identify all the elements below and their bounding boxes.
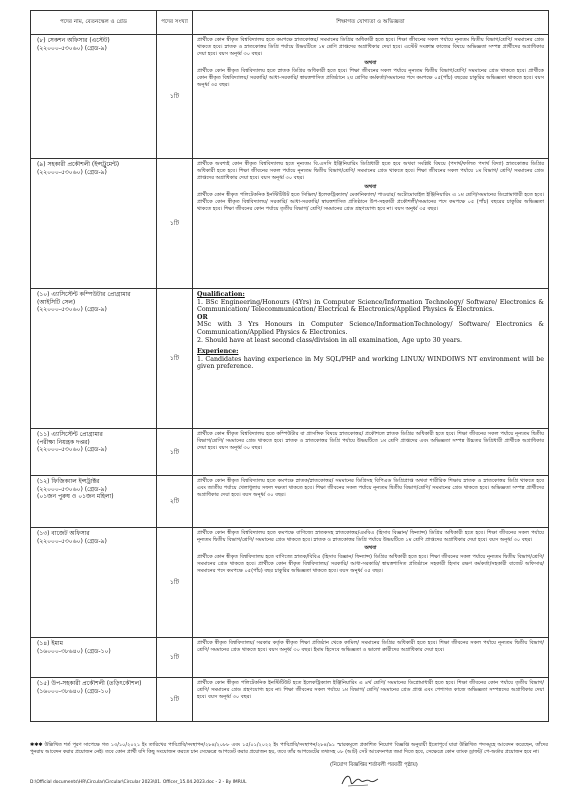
- table-row: [31, 678, 549, 722]
- table-row: [31, 528, 549, 638]
- or-label: অথবা: [364, 59, 377, 66]
- header-post-name: পদের নাম, বেতনস্কেল ও গ্রেড: [31, 11, 157, 35]
- post-title: (১১) এ্যাসিস্টেন্ট প্রোগ্রামার: [37, 431, 103, 438]
- or-label: অথবা: [364, 183, 377, 190]
- continued-note: (নিয়োগ বিজ্ঞপ্তির শর্তাবলী পরবর্তী পৃষ্ঠায়): [330, 762, 418, 768]
- post-count: ১টি: [157, 528, 193, 638]
- header-qualification: শিক্ষাগত যোগ্যতা ও অভিজ্ঞতা: [193, 11, 549, 35]
- table-row: [31, 638, 549, 678]
- post-scale: (২২০০০-৫৩০৬০) (গ্রেড-৯): [37, 44, 107, 52]
- post-vacancy-note: (০১জন পুরুষ ও ০১জন মহিলা): [37, 493, 114, 501]
- table-row: [31, 159, 549, 289]
- post-cell: [31, 678, 157, 722]
- qualification-cell: [193, 638, 549, 678]
- experience-text: 1. Candidates having experience in My SQL/PHP and working LINUX/ WINDOIWS NT environment will be given preference.: [197, 355, 544, 371]
- post-scale: (১৬০০০-৩৮৬৪০) (গ্রেড-১০): [37, 687, 111, 695]
- qualification-text: 1. BSc Engineering/Honours (4Yrs) in Computer Science/Information Technology/ Software/ Electronics & Communication/ Telecommunication/ Electrical & Electronics/Applied Physics & Electronics.: [197, 298, 544, 314]
- post-cell: [31, 476, 157, 528]
- or-label: অথবা: [364, 545, 377, 552]
- qualification-text: প্রার্থীকে অবশ্যই কোন স্বীকৃত বিশ্ববিদ্যালয় হতে নূন্যতম বি.এসসি ইঞ্জিনিয়ারিং ডিগ্রিধারী হতে হবে অথবা সংশ্লিষ্ট বিষয়ে (পদার্থ/ফলিত পদার্থ বিদ্যা) স্নাতকোত্তর ডিগ্রির অধিকারী হতে হবে। শিক্ষা জীবনের সকল পর্যায়ে নূন্যতম দ্বিতীয় বিভাগ/শ্রেণি/ সমমানের গ্রেড থাকতে হবে। শিক্ষা জীবনের সকল পর্যায়ে ১ম বিভাগ/ শ্রেণি/ সমমানের গ্রেড প্রাপ্তদের অগ্রাধিকার দেয়া হবে। বয়স অনূর্ধ্ব ৩০ বছর।: [197, 161, 544, 182]
- footnote: ✱✱✱ উল্লিখিত শর্ত পূরণ সাপেক্ষে গত ১৩/১০/২০২১ ইং তারিখের পাবিপ্রবি/সংস্থাপন/২৮৪/২০৮৮ এবং ১৫/০১/২০২২ ইং পাবিপ্রবি/সংস্থাপন/২৮৪/৯১ স্মারকমূলে প্রকাশিত নিয়োগ বিজ্ঞপ্তি অনুযায়ী ইতোপূর্বে যারা উল্লিখিত পদসমূহে আবেদন করেছেন, তাঁদের পুনরায় আবেদন করার প্রয়োজন নেই। তবে কোন প্রার্থী যদি কিছু সংযোজন করতে চান সেক্ষেত্রে আপডেট করার প্রয়োজন হয়, তবে তাঁর আপডেটের তথ্যসহ ০৮ (আট) সেট আবেদনপত্র জমা দিতে হবে, সেক্ষেত্রে কোন ব্যাংক ড্রাফট/ পে-অর্ডার প্রয়োজন হবে না।: [30, 742, 548, 755]
- post-count: ১টি: [157, 289, 193, 429]
- post-title: (৯) সহকারী প্রকৌশলী (ইন্সট্রুমেন্ট): [37, 161, 120, 168]
- qualification-cell: [193, 429, 549, 476]
- post-cell: [31, 429, 157, 476]
- qualification-cell: [193, 528, 549, 638]
- post-cell: [31, 159, 157, 289]
- qualification-text: প্রার্থীকে কোন স্বীকৃত বিশ্ববিদ্যালয় হতে স্নাতক ডিগ্রির অধিকারী হতে হবে। শিক্ষা জীবনের সকল পর্যায়ে নূন্যতম দ্বিতীয় বিভাগ/শ্রেণি/ সমমানের গ্রেড থাকতে হবে। প্রার্থীকে কোন স্বীকৃত বিশ্ববিদ্যালয়/ সরকারি/ আধা-সরকারি/ স্বায়ত্তশাসিত প্রতিষ্ঠানে ২য় শ্রেণির কর্মকর্তা/সমমানের পদে কমপক্ষে ০৫(পাঁচ) বছরের চাকুরির অভিজ্ঞতা থাকতে হবে। বয়স অনূর্ধ্ব ৩৫ বছর।: [197, 67, 544, 89]
- post-scale: (২২০০০-৫৩০৬০) (গ্রেড-৯): [37, 446, 107, 454]
- or-label: OR: [197, 313, 208, 321]
- post-title: (১৫) উপ-সহকারী প্রকৌশলী (তড়িৎকৌশল): [37, 680, 142, 687]
- qualification-text: প্রার্থীকে কোন স্বীকৃত বিশ্ববিদ্যালয় হতে কম্পিউটার বা প্রাসঙ্গিক বিষয়ে স্নাতকোত্তর/ প্রকৌশলে স্নাতক ডিগ্রির অধিকারী হতে হবে। শিক্ষা জীবনের সকল পর্যায়ে নূন্যতম দ্বিতীয় বিভাগ/শ্রেণি/ সমমানের গ্রেড থাকতে হবে। স্নাতক ও স্নাতকোত্তর ডিগ্রি পর্যায়ে উভয়টিতে ১ম শ্রেণি প্রাপ্তদের এবং অভিজ্ঞতা সম্পন্ন উচ্চতর ডিগ্রিধারী প্রার্থীকে অগ্রাধিকার দেয়া হবে। বয়স অনূর্ধ্ব ৩০ বছর।: [197, 431, 544, 452]
- file-path-footer: D:\Official documents\HR\Circular\Circular\Circular 2023\01. Officer_15.04.2023.doc - 2 - By IMRUL: [30, 780, 247, 785]
- table-header-row: [31, 11, 549, 35]
- post-scale: (২২০০০-৫৩০৬০) (গ্রেড-৯): [37, 537, 107, 545]
- table-row: [31, 289, 549, 429]
- post-cell: [31, 289, 157, 429]
- table-row: [31, 35, 549, 159]
- recruitment-table: [30, 10, 549, 722]
- post-title: (১২) ফিজিক্যাল ইন্সট্রাক্টর: [37, 478, 100, 485]
- post-cell: [31, 35, 157, 159]
- post-title: (১৪) ইমাম: [37, 640, 63, 647]
- post-count: ১টি: [157, 678, 193, 722]
- qualification-text: প্রার্থীকে কোন স্বীকৃত বিশ্ববিদ্যালয় হতে কমপক্ষে বাণিজ্যে স্নাতকসহ স্নাতকোত্তর/এমবিএ (হিসাব বিজ্ঞান/ ফিন্যান্স) ডিগ্রির অধিকারী হতে হবে। শিক্ষা জীবনের সকল পর্যায়ে নূন্যতম দ্বিতীয় বিভাগ/শ্রেণি/ সমমানের গ্রেড থাকতে হবে। স্নাতক ও স্নাতকোত্তর ডিগ্রি পর্যায়ে উভয়টিতে ১ম শ্রেণি প্রাপ্তদের অগ্রাধিকার দেয়া হবে। বয়স অনূর্ধ্ব ৩০ বছর।: [197, 530, 544, 544]
- table-row: [31, 429, 549, 476]
- post-scale: (১৬০০০-৩৮৬৪০) (গ্রেড-১০): [37, 647, 111, 655]
- post-count: ২টি: [157, 476, 193, 528]
- qualification-cell: [193, 289, 549, 429]
- qualification-text: প্রার্থীকে কোন স্বীকৃত পলিটেকনিক ইনস্টিটিউট হতে ইলেকট্রিক্যাল ইঞ্জিনিয়ারিং এ ৪র্থ শ্রেণি/ সমমানের ডিপ্লোমাধারী হতে হবে। শিক্ষা জীবনের কোন পর্যায়ে তৃতীয় বিভাগ/ শ্রেণি/ সমমানের গ্রেড গ্রহণযোগ্য হবে না। শিক্ষা জীবনের সকল পর্যায়ে ১ম বিভাগ/ শ্রেণি/ সমমানের গ্রেড প্রাপ্ত এবং পেশাগত কাজে অভিজ্ঞতা সম্পন্নদের অগ্রাধিকার দেয়া হবে। বয়স অনূর্ধ্ব ৩০ বছর।: [197, 680, 544, 701]
- post-cell: [31, 528, 157, 638]
- post-count: ১টি: [157, 429, 193, 476]
- post-unit: (আইসিটি সেল): [37, 298, 76, 306]
- qualification-cell: [193, 35, 549, 159]
- qualification-cell: [193, 678, 549, 722]
- qualification-text: প্রার্থীকে স্বীকৃত বিশ্ববিদ্যালয়/ সরকার কর্তৃক স্বীকৃত শিক্ষা প্রতিষ্ঠান থেকে কামিল/ সমমানের ডিগ্রির অধিকারী হতে হবে। শিক্ষা জীবনের সকল পর্যায়ে নূন্যতম দ্বিতীয় বিভাগ/শ্রেণি/ সমমানের গ্রেড থাকতে হবে। বয়স অনূর্ধ্ব ৩০ বছর। ইমাম হিসেবে অভিজ্ঞতা ও ভালো ক্বারীদের অগ্রাধিকার দেয়া হবে।: [197, 640, 544, 654]
- post-unit: (পরীক্ষা নিয়ন্ত্রক দপ্তর): [37, 438, 90, 446]
- qualification-heading: Qualification:: [197, 291, 245, 298]
- post-title: (১৩) বাজেট অফিসার: [37, 530, 90, 537]
- post-count: ১টি: [157, 35, 193, 159]
- header-post-count: পদের সংখ্যা: [157, 11, 193, 35]
- post-cell: [31, 638, 157, 678]
- signature-mark: [340, 770, 380, 790]
- experience-heading: Experience:: [197, 348, 239, 356]
- qualification-text: প্রার্থীকে কোন স্বীকৃত পলিটেকনিক ইনস্টিটিউট হতে সিভিল/ ইলেকট্রিক্যাল/ মেকানিক্যাল/ পাওয়ার/ অটোমোবাইল ইঞ্জিনিয়ারিং এ ১ম শ্রেণি/সমমানের ডিপ্লোমাধারী হতে হবে। প্রার্থীকে কোন স্বীকৃত বিশ্ববিদ্যালয়/ সরকারি/ আধা-সরকারি/ স্বায়ত্তশাসিত প্রতিষ্ঠানে উপ-সহকারী প্রকৌশলী/সমমানের পদে কমপক্ষে ০৫ (পাঁচ) বছরের চাকুরির অভিজ্ঞতা থাকতে হবে। শিক্ষা জীবনের কোন পর্যায়ে তৃতীয় বিভাগ/ শ্রেণি/ সমমানের গ্রেড গ্রহণযোগ্য হবে না। বয়স অনূর্ধ্ব ৩৫ বছর।: [197, 191, 544, 213]
- qualification-text: 2. Should have at least second class/division in all examination, Age upto 30 years.: [197, 336, 462, 344]
- table-row: [31, 476, 549, 528]
- qualification-text: MSc with 3 Yrs Honours in Computer Science/InformationTechnology/ Software/ Electronics & Communication/Applied Physics & Electronics.: [197, 321, 544, 336]
- post-scale: (২২০০০-৫৩০৬০) (গ্রেড-৯): [37, 306, 107, 314]
- post-scale: (২২০০০-৫৩০৬০) (গ্রেড-৯): [37, 168, 107, 176]
- post-title: (৮) সেকশন অফিসার (এস্টেট): [37, 37, 110, 44]
- qualification-text: প্রার্থীকে কোন স্বীকৃত বিশ্ববিদ্যালয় হতে কমপক্ষে স্নাতক/স্নাতকোত্তর/ সমমানের ডিগ্রিসহ বিপিএড ডিগ্রিপ্রাপ্ত অথবা শারীরিক শিক্ষায় স্নাতক ও স্নাতকোত্তর ডিগ্রি থাকতে হবে এবং জাতীয় পর্যায়ে খেলাধুলায় সফল দক্ষতা থাকতে হবে। শিক্ষা জীবনের সকল পর্যায়ে নূন্যতম দ্বিতীয় বিভাগ/শ্রেণি/ সমমানের গ্রেড থাকতে হবে। অভিজ্ঞতা সম্পন্ন প্রার্থীদের অগ্রাধিকার দেয়া হবে। বয়স অনূর্ধ্ব ৩০ বছর।: [197, 478, 544, 499]
- post-title: (১০) এ্যাসিস্টেন্ট কম্পিউটার প্রোগ্রামার: [37, 291, 131, 298]
- post-count: ১টি: [157, 638, 193, 678]
- qualification-text: প্রার্থীকে কোন স্বীকৃত বিশ্ববিদ্যালয় হতে কমপক্ষে স্নাতকোত্তর/ সমমানের ডিগ্রির অধিকারী হতে হবে। শিক্ষা জীবনের সকল পর্যায়ে নূন্যতম দ্বিতীয় বিভাগ/শ্রেণি/ সমমানের গ্রেড থাকতে হবে। স্নাতক ও স্নাতকোত্তর ডিগ্রি পর্যায়ে উভয়টিতে ১ম শ্রেণি প্রাপ্তদের অগ্রাধিকার দেয়া হবে। এস্টেট সংক্রান্ত কাজের বিষয়ে অভিজ্ঞতা সম্পন্ন প্রার্থীদের অগ্রাধিকার দেয়া হবে। বয়স অনূর্ধ্ব ৩০ বছর।: [197, 37, 544, 58]
- qualification-cell: [193, 476, 549, 528]
- qualification-text: প্রার্থীকে কোন স্বীকৃত বিশ্ববিদ্যালয় হতে বাণিজ্যে স্নাতক/বিবিএ (হিসাব বিজ্ঞান/ ফিন্যান্স) ডিগ্রির অধিকারী হতে হবে। শিক্ষা জীবনের সকল পর্যায়ে নূন্যতম দ্বিতীয় বিভাগ/শ্রেণি/ সমমানের গ্রেড থাকতে হবে। প্রার্থীকে কোন স্বীকৃত বিশ্ববিদ্যালয়/ সরকারি/ আধা-সরকারি/ স্বায়ত্তশাসিত প্রতিষ্ঠানে সহকারী হিসাব রক্ষণ কর্মকর্তা/সহকারী বাজেট অফিসার/সমমানের পদে কমপক্ষে ০৫(পাঁচ) বছর চাকুরির অভিজ্ঞতা থাকতে হবে। বয়স অনূর্ধ্ব ৩৫ বছর।: [197, 553, 544, 575]
- post-scale: (২২০০০-৫৩০৬০) (গ্রেড-৯): [37, 485, 107, 493]
- post-count: ১টি: [157, 159, 193, 289]
- qualification-cell: [193, 159, 549, 289]
